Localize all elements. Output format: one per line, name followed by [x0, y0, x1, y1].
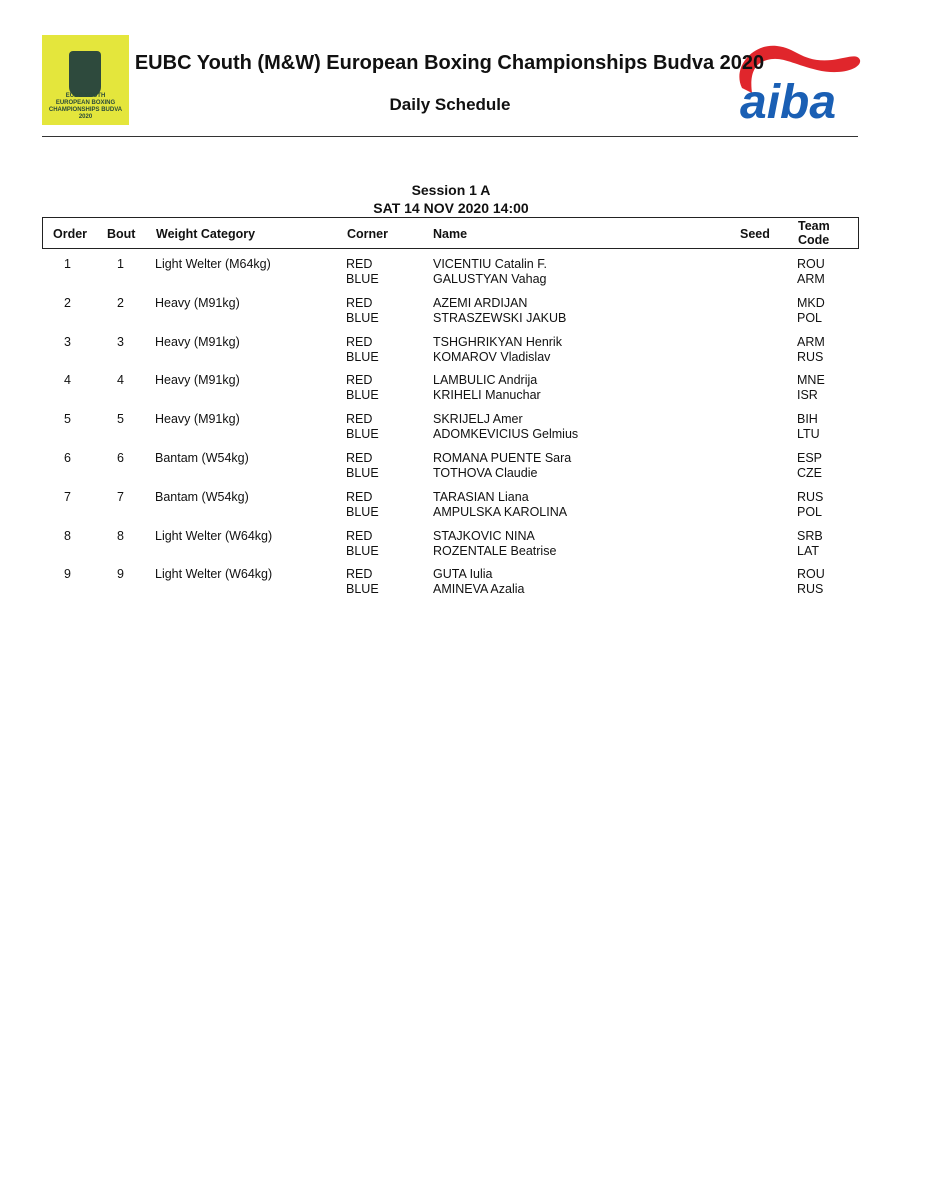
blue-boxer-name: TOTHOVA Claudie [433, 466, 538, 480]
order-cell: 5 [64, 412, 71, 427]
red-boxer-name: TSHGHRIKYAN Henrik [433, 334, 562, 349]
blue-team-code: ISR [797, 388, 818, 403]
blue-boxer-name: AMINEVA Azalia [433, 582, 525, 597]
red-corner-label: RED [346, 334, 373, 349]
blue-corner-label: BLUE [346, 582, 379, 597]
bout-cell: 8 [117, 528, 124, 543]
weight-category-cell: Light Welter (W64kg) [155, 528, 273, 543]
red-team-code: BIH [797, 412, 818, 427]
order-cell: 9 [64, 567, 71, 582]
page-subtitle: Daily Schedule [389, 95, 511, 114]
blue-team-code: LTU [797, 427, 820, 442]
svg-text:aiba: aiba [740, 76, 837, 122]
order-cell: 2 [64, 295, 71, 310]
weight-category-cell: Light Welter (M64kg) [155, 257, 271, 271]
red-team-code: SRB [797, 528, 823, 543]
blue-corner-label: BLUE [346, 427, 379, 442]
weight-category-cell: Heavy (M91kg) [155, 412, 240, 427]
red-corner-label: RED [346, 373, 373, 388]
blue-corner-label: BLUE [346, 466, 379, 480]
blue-team-code: RUS [797, 349, 824, 364]
blue-corner-label: BLUE [346, 388, 379, 403]
bout-cell: 3 [117, 334, 124, 349]
red-corner-label: RED [346, 451, 373, 465]
order-cell: 1 [64, 257, 71, 271]
bout-cell: 6 [117, 451, 124, 465]
col-bout: Bout [107, 227, 136, 241]
red-team-code: MNE [797, 373, 825, 388]
red-team-code: ESP [797, 451, 823, 465]
bout-cell: 2 [117, 295, 124, 310]
red-boxer-name: LAMBULIC Andrija [433, 373, 538, 388]
weight-category-cell: Bantam (W54kg) [155, 451, 249, 465]
bout-cell: 1 [117, 257, 124, 271]
bout-cell: 9 [117, 567, 124, 582]
red-corner-label: RED [346, 257, 373, 271]
red-boxer-name: SKRIJELJ Amer [433, 412, 523, 427]
blue-boxer-name: ADOMKEVICIUS Gelmius [433, 427, 579, 442]
red-boxer-name: STAJKOVIC NINA [433, 528, 535, 543]
red-corner-label: RED [346, 567, 373, 582]
order-cell: 4 [64, 373, 71, 388]
blue-boxer-name: KRIHELI Manuchar [433, 388, 541, 403]
red-team-code: ROU [797, 567, 825, 582]
col-name: Name [433, 227, 468, 241]
blue-corner-label: BLUE [346, 310, 379, 325]
blue-boxer-name: STRASZEWSKI JAKUB [433, 310, 567, 325]
bout-cell: 7 [117, 489, 124, 504]
col-order: Order [53, 227, 88, 241]
col-seed: Seed [740, 227, 770, 241]
blue-boxer-name: KOMAROV Vladislav [433, 349, 551, 364]
blue-team-code: POL [797, 504, 823, 519]
col-weight: Weight Category [156, 227, 256, 241]
blue-team-code: CZE [797, 466, 822, 480]
col-team-code-2: Code [798, 233, 830, 247]
blue-team-code: RUS [797, 582, 824, 597]
weight-category-cell: Heavy (M91kg) [155, 295, 240, 310]
red-boxer-name: GUTA Iulia [433, 567, 493, 582]
bout-cell: 5 [117, 412, 124, 427]
session-datetime: SAT 14 NOV 2020 14:00 [373, 200, 529, 216]
red-corner-label: RED [346, 489, 373, 504]
order-cell: 8 [64, 528, 71, 543]
red-team-code: RUS [797, 489, 824, 504]
bout-cell: 4 [117, 373, 124, 388]
order-cell: 6 [64, 451, 71, 465]
blue-boxer-name: AMPULSKA KAROLINA [433, 504, 568, 519]
session-name: Session 1 A [411, 182, 491, 198]
blue-corner-label: BLUE [346, 272, 379, 286]
blue-boxer-name: GALUSTYAN Vahag [433, 272, 547, 286]
col-team-code-1: Team [798, 219, 830, 233]
blue-boxer-name: ROZENTALE Beatrise [433, 543, 557, 558]
red-team-code: MKD [797, 295, 825, 310]
order-cell: 3 [64, 334, 71, 349]
red-corner-label: RED [346, 528, 373, 543]
weight-category-cell: Heavy (M91kg) [155, 373, 240, 388]
eubc-logo-text: EUBC YOUTH EUROPEAN BOXING CHAMPIONSHIPS BUDVA 2020 [48, 93, 123, 120]
header-divider [42, 136, 858, 137]
weight-category-cell: Light Welter (W64kg) [155, 567, 273, 582]
order-cell: 7 [64, 489, 71, 504]
weight-category-cell: Bantam (W54kg) [155, 489, 249, 504]
col-corner: Corner [347, 227, 388, 241]
blue-corner-label: BLUE [346, 349, 379, 364]
red-boxer-name: AZEMI ARDIJAN [433, 295, 528, 310]
red-team-code: ARM [797, 334, 825, 349]
red-team-code: ROU [797, 257, 825, 271]
blue-corner-label: BLUE [346, 543, 379, 558]
table-header [42, 217, 859, 249]
weight-category-cell: Heavy (M91kg) [155, 334, 240, 349]
blue-team-code: POL [797, 310, 823, 325]
page-title: EUBC Youth (M&W) European Boxing Championships Budva 2020 [134, 52, 765, 74]
red-boxer-name: ROMANA PUENTE Sara [433, 451, 572, 465]
blue-team-code: LAT [797, 543, 819, 558]
blue-corner-label: BLUE [346, 504, 379, 519]
blue-team-code: ARM [797, 272, 825, 286]
red-corner-label: RED [346, 295, 373, 310]
red-boxer-name: VICENTIU Catalin F. [433, 257, 547, 271]
red-boxer-name: TARASIAN Liana [433, 489, 529, 504]
red-corner-label: RED [346, 412, 373, 427]
